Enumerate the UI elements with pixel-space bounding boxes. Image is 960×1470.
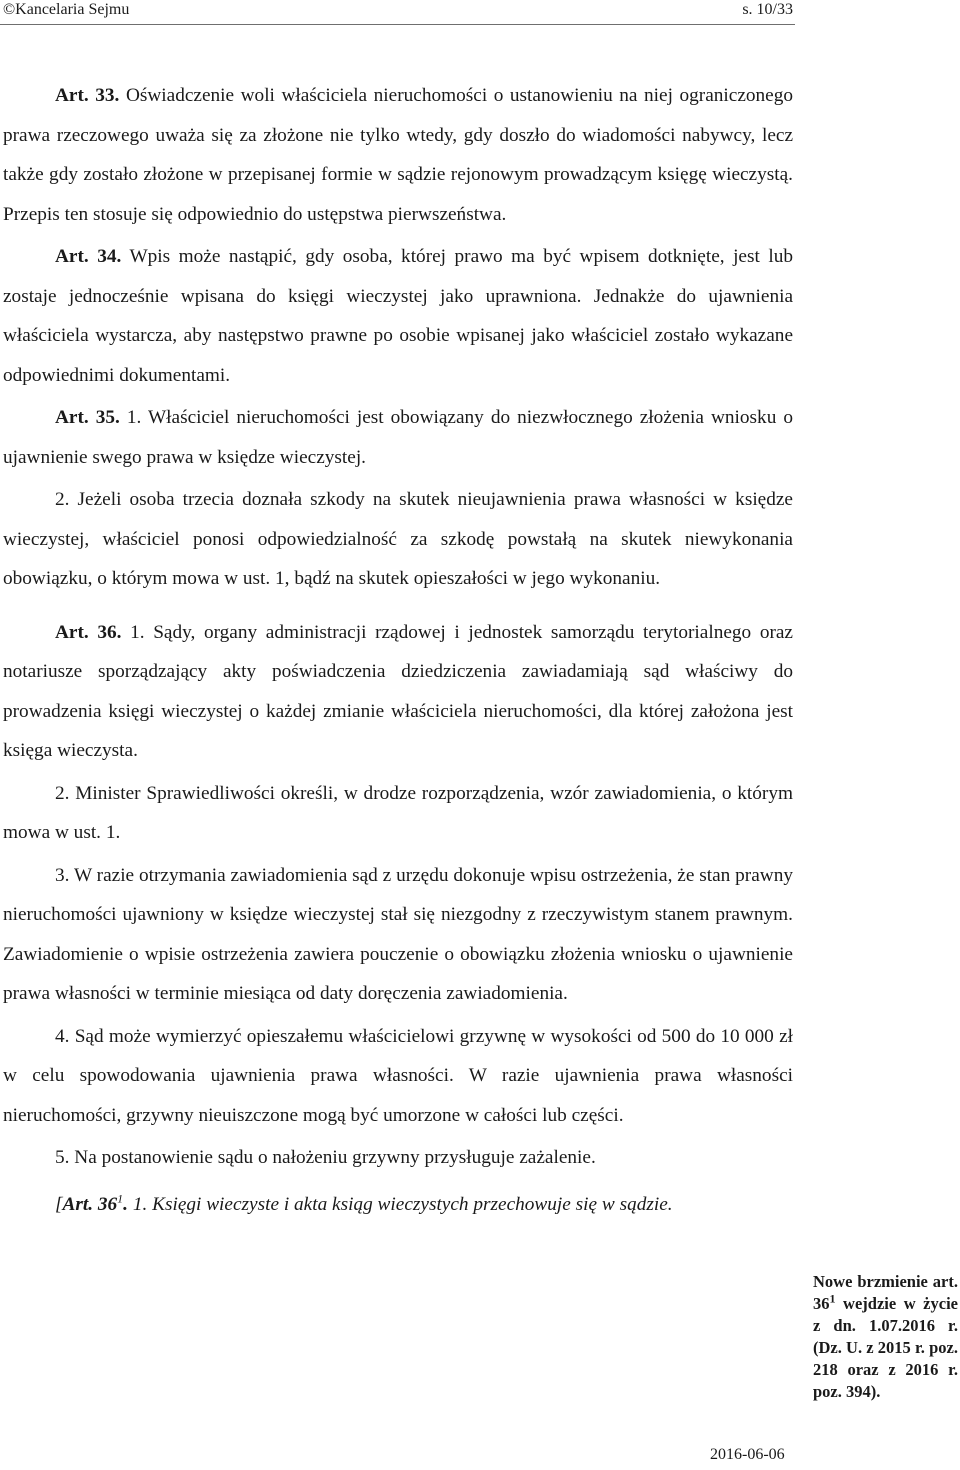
article-36-par-4: 4. Sąd może wymierzyć opieszałemu właścicielowi grzywnę w wysokości od 500 do 10 000 zł w celu spowodowania ujawnienia prawa własności. W razie ujawnienia prawa własności nieruchomości, grzywny nieuiszczone mogą być umorzone w całości lub części. <box>3 1025 793 1126</box>
article-36-par-3: 3. W razie otrzymania zawiadomienia sąd z urzędu dokonuje wpisu ostrzeżenia, że stan prawny nieruchomości ujawniony w księdze wieczystej stał się niezgodny z rzeczywistym stanem prawnym. Zawiadomienie o wpisie ostrzeżenia zawiera pouczenie o obowiązku złożenia wniosku o ujawnienie prawa własności w terminie miesiąca od daty doręczenia zawiadomienia. <box>3 864 793 1004</box>
document-body <box>3 76 793 1224</box>
footer-date: 2016-06-06 <box>710 1446 785 1463</box>
article-33 <box>3 76 793 234</box>
margin-note <box>813 1271 958 1403</box>
article-35-par-1-text: 1. Właściciel nieruchomości jest obowiązany do niezwłocznego złożenia wniosku o ujawnienie swego prawa w księdze wieczystej. <box>3 407 793 468</box>
header-page-number: s. 10/33 <box>742 1 793 18</box>
page-header <box>0 0 795 25</box>
margin-note-end: wejdzie w życie z dn. 1.07.2016 r. (Dz. U. z 2015 r. poz. 218 oraz z 2016 r. poz. 394). <box>813 1294 958 1401</box>
article-36-1-label: Art. 36 <box>62 1193 118 1215</box>
margin-note-superscript: 1 <box>829 1291 836 1306</box>
article-36-1-text: 1. Księgi wieczyste i akta ksiąg wieczystych przechowuje się w sądzie. <box>128 1193 673 1215</box>
article-33-label: Art. 33. <box>55 85 120 106</box>
article-36-1-superscript: 1 <box>117 1191 124 1206</box>
article-36-par-1 <box>3 613 793 771</box>
article-35-label: Art. 35. <box>55 407 120 428</box>
article-36-1-bracket: [ <box>55 1193 63 1215</box>
article-34-text: Wpis może nastąpić, gdy osoba, której prawo ma być wpisem dotknięte, jest lub zostaje jednocześnie wpisana do księgi wieczystej jako uprawniona. Jednakże do ujawnienia właściciela wystarcza, aby następstwo prawne po osobie wpisanej jako właściciel zostało wykazane odpowiednimi dokumentami. <box>3 246 793 386</box>
article-36-par-2: 2. Minister Sprawiedliwości określi, w drodze rozporządzenia, wzór zawiadomienia, o którym mowa w ust. 1. <box>3 782 793 843</box>
article-34-label: Art. 34. <box>55 246 122 267</box>
margin-note-start: Nowe brzmienie art. 36 <box>813 1272 958 1313</box>
article-36-1-label-dot: . <box>123 1193 128 1215</box>
article-35-par-2: 2. Jeżeli osoba trzecia doznała szkody na skutek nieujawnienia prawa własności w księdze wieczystej, właściciel ponosi odpowiedzialność za szkodę powstałą na skutek niewykonania obowiązku, o którym mowa w ust. 1, bądź na skutek opieszałości w jego wykonaniu. <box>3 489 793 589</box>
article-35-par-1 <box>3 398 793 477</box>
article-36-par-5: 5. Na postanowienie sądu o nałożeniu grzywny przysługuje zażalenie. <box>55 1147 596 1168</box>
article-36-par-1-text: 1. Sądy, organy administracji rządowej i jednostek samorządu terytorialnego oraz notariusze sporządzający akty poświadczenia dziedziczenia zawiadamiają sąd właściwy do prowadzenia księgi wieczystej o każdej zmianie właściciela nieruchomości, dla której założona jest księga wieczysta. <box>3 621 793 761</box>
article-34 <box>3 237 793 395</box>
article-36-1 <box>3 1185 793 1225</box>
article-36-label: Art. 36. <box>55 621 122 643</box>
article-33-text: Oświadczenie woli właściciela nieruchomości o ustanowieniu na niej ograniczonego prawa rzeczowego uważa się za złożone nie tylko wtedy, gdy doszło do wiadomości nabywcy, lecz także gdy zostało złożone w przepisanej formie w sądzie rejonowym prowadzącym księgę wieczystą. Przepis ten stosuje się odpowiednio do ustępstwa pierwszeństwa. <box>3 85 793 225</box>
header-source: ©Kancelaria Sejmu <box>3 1 130 18</box>
